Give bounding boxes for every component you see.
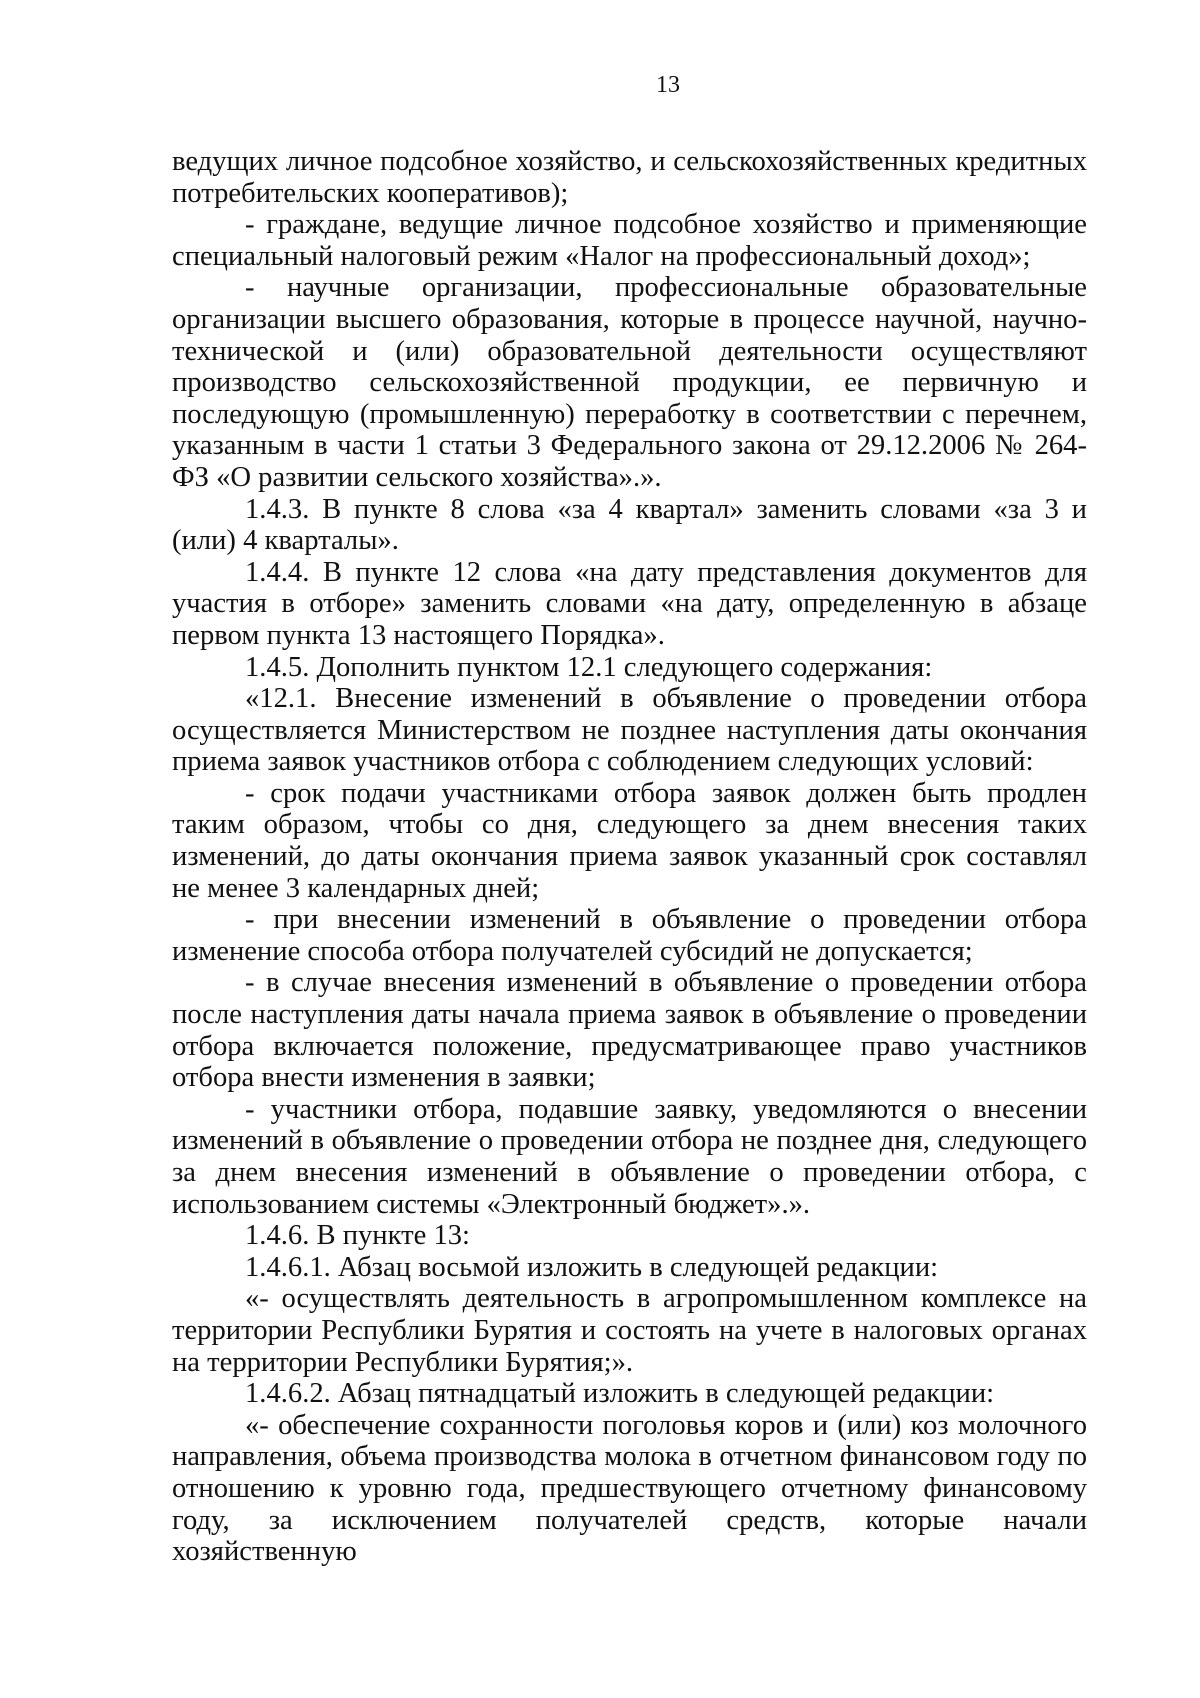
paragraph: 1.4.6.2. Абзац пятнадцатый изложить в следующей редакции: [245,1378,995,1410]
paragraph: - участники отбора, подавшие заявку, уведомляются о внесении изменений в объявление о проведении отбора не позднее дня, следующего за днем внесения изменений в объявление о проведении отбора, с использованием системы «Электронный бюджет».». [172,1093,1087,1220]
paragraph: 1.4.6.1. Абзац восьмой изложить в следующей редакции: [245,1251,939,1283]
paragraph: 1.4.5. Дополнить пунктом 12.1 следующего содержания: [245,651,933,683]
paragraph: - в случае внесения изменений в объявление о проведении отбора после наступления даты начала приема заявок в объявление о проведении отбора включается положение, предусматривающее право участников отбора внести изменения в заявки; [172,967,1087,1094]
paragraph: - при внесении изменений в объявление о проведении отбора изменение способа отбора получателей субсидий не допускается; [172,904,1087,967]
page-number: 13 [656,72,680,98]
paragraph: «- осуществлять деятельность в агропромышленном комплексе на территории Республики Бурятия и состоять на учете в налоговых органах на территории Республики Бурятия;». [172,1283,1087,1378]
paragraph: 1.4.4. В пункте 12 слова «на дату представления документов для участия в отборе» заменить словами «на дату, определенную в абзаце первом пункта 13 настоящего Порядка». [172,556,1087,651]
paragraph: 1.4.6. В пункте 13: [245,1220,470,1252]
paragraph: ведущих личное подсобное хозяйство, и сельскохозяйственных кредитных потребительских кооперативов); [172,146,1087,209]
paragraph: «- обеспечение сохранности поголовья коров и (или) коз молочного направления, объема производства молока в отчетном финансовом году по отношению к уровню года, предшествующего отчетному финансовому году, за исключением получателей средств, которые начали хозяйственную [172,1409,1087,1568]
paragraph: «12.1. Внесение изменений в объявление о проведении отбора осуществляется Министерством не позднее наступления даты окончания приема заявок участников отбора с соблюдением следующих условий: [172,683,1087,778]
paragraph: - срок подачи участниками отбора заявок должен быть продлен таким образом, чтобы со дня, следующего за днем внесения таких изменений, до даты окончания приема заявок указанный срок составлял не менее 3 календарных дней; [172,777,1087,904]
paragraph: - граждане, ведущие личное подсобное хозяйство и применяющие специальный налоговый режим «Налог на профессиональный доход»; [172,209,1087,272]
document-body [172,146,1087,1568]
paragraph: 1.4.3. В пункте 8 слова «за 4 квартал» заменить словами «за 3 и (или) 4 кварталы». [172,493,1087,557]
paragraph: - научные организации, профессиональные образовательные организации высшего образования, которые в процессе научной, научно-технической и (или) образовательной деятельности осуществляют производство сельскохозяйственной продукции, ее первичную и последующую (промышленную) переработку в соответствии с перечнем, указанным в части 1 статьи 3 Федерального закона от 29.12.2006 № 264-ФЗ «О развитии сельского хозяйства».». [172,272,1087,493]
